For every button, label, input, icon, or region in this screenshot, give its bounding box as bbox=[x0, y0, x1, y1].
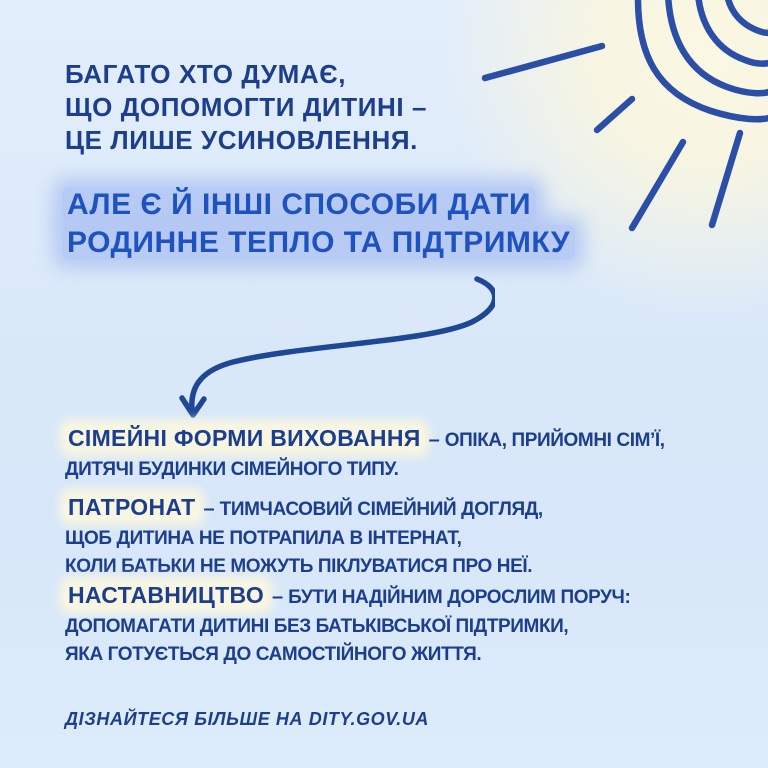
section-description: ТИМЧАСОВИЙ СІМЕЙНИЙ ДОГЛЯД, bbox=[219, 499, 543, 520]
section-description: БУТИ НАДІЙНИМ ДОРОСЛИМ ПОРУЧ: bbox=[288, 587, 631, 608]
section-text-line: КОЛИ БАТЬКИ НЕ МОЖУТЬ ПІКЛУВАТИСЯ ПРО НЕЇ. bbox=[65, 556, 533, 577]
highlighted-line: РОДИННЕ ТЕПЛО ТА ПІДТРИМКУ bbox=[62, 225, 575, 260]
section-family-forms bbox=[65, 424, 665, 484]
section-term: ПАТРОНАТ bbox=[65, 494, 199, 520]
dash-separator: – bbox=[428, 429, 440, 451]
section-text-line: ДОПОМАГАТИ ДИТИНІ БЕЗ БАТЬКІВСЬКОЇ ПІДТРИМКИ, bbox=[65, 616, 569, 637]
section-term: СІМЕЙНІ ФОРМИ ВИХОВАННЯ bbox=[65, 425, 424, 451]
highlighted-statement bbox=[62, 187, 575, 263]
section-mentorship bbox=[65, 581, 630, 669]
dash-separator: – bbox=[272, 586, 284, 608]
section-term: НАСТАВНИЦТВО bbox=[65, 582, 267, 608]
highlighted-line: АЛЕ Є Й ІНШІ СПОСОБИ ДАТИ bbox=[62, 187, 536, 222]
section-patronage bbox=[65, 493, 543, 581]
section-text-line: ДИТЯЧІ БУДИНКИ СІМЕЙНОГО ТИПУ. bbox=[65, 459, 399, 480]
headline-line: ЩО ДОПОМОГТИ ДИТИНІ – bbox=[65, 92, 428, 122]
headline-line: БАГАТО ХТО ДУМАЄ, bbox=[65, 59, 347, 89]
section-text-line: ЯКА ГОТУЄТЬСЯ ДО САМОСТІЙНОГО ЖИТТЯ. bbox=[65, 644, 482, 665]
section-text-line: ЩОБ ДИТИНА НЕ ПОТРАПИЛА В ІНТЕРНАТ, bbox=[65, 528, 462, 549]
footer-text: ДІЗНАЙТЕСЯ БІЛЬШЕ НА DITY.GOV.UA bbox=[65, 709, 430, 729]
headline bbox=[65, 58, 427, 157]
headline-line: ЦЕ ЛИШЕ УСИНОВЛЕННЯ. bbox=[65, 125, 418, 155]
section-description: ОПІКА, ПРИЙОМНІ СІМ’Ї, bbox=[444, 430, 665, 451]
dash-separator: – bbox=[203, 498, 215, 520]
curved-arrow-icon bbox=[150, 265, 495, 430]
